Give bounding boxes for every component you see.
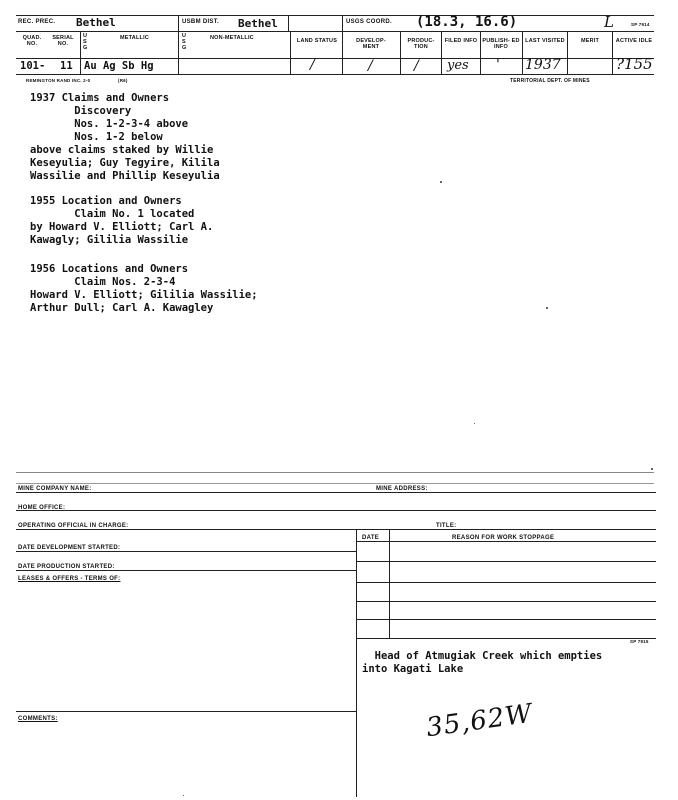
active-idle-value: ?155 [616, 55, 653, 73]
rec-prec-value: Bethel [76, 16, 116, 29]
operating-official-label: OPERATING OFFICIAL IN CHARGE: [18, 523, 129, 529]
leases-label: LEASES & OFFERS - TERMS OF: [18, 576, 121, 582]
reason-column-label: REASON FOR WORK STOPPAGE [452, 535, 555, 541]
metallic-value: Au Ag Sb Hg [84, 60, 154, 72]
note-1955: 1955 Location and Owners Claim No. 1 located by Howard V. Elliott; Carl A. Kawagly; Gililia Wassilie [30, 195, 214, 246]
last-visited-value: 1937 [525, 57, 561, 73]
location-note: Head of Atmugiak Creek which empties into Kagati Lake [362, 650, 603, 675]
usgs-coord-value: (18.3, 16.6) [416, 14, 518, 30]
col-production: PRODUC- TION [407, 38, 435, 50]
mine-company-label: MINE COMPANY NAME: [18, 486, 92, 492]
dept-label: TERRITORIAL DEPT. OF MINES [510, 78, 590, 84]
printer-line: REMINGTON RAND INC. 2-0 [26, 78, 91, 83]
date-column-label: DATE [362, 535, 380, 541]
col-published-info: PUBLISH- ED INFO [482, 38, 520, 50]
rec-prec-label: REC. PREC. [18, 19, 56, 25]
usbm-dist-value: Bethel [238, 17, 278, 30]
nonmetallic-label: NON-METALLIC [210, 35, 254, 41]
col-active-idle: ACTIVE IDLE [615, 38, 653, 44]
quad-value: 101- [20, 60, 46, 72]
comments-label: COMMENTS: [18, 716, 58, 722]
note-1956: 1956 Locations and Owners Claim Nos. 2-3-4 Howard V. Elliott; Gililia Wassilie; Arthur Dull; Carl A. Kawagley [30, 263, 258, 314]
printer-code: (R6) [118, 78, 128, 83]
mine-address-label: MINE ADDRESS: [376, 486, 428, 492]
col-merit: MERIT [580, 38, 600, 44]
corner-mark: L [604, 13, 614, 31]
usg-letters-nonmetallic: U S G [182, 33, 187, 51]
form-code-2: SP 7915 [630, 639, 649, 644]
development-value: / [368, 58, 373, 74]
col-land-status: LAND STATUS [296, 38, 338, 44]
col-last-visited: LAST VISITED [525, 38, 565, 44]
col-filed-info: FILED INFO [444, 38, 478, 44]
land-status-value: / [310, 57, 315, 73]
production-value: / [414, 58, 419, 74]
form-code: SP 7914 [631, 22, 650, 27]
title-label: TITLE: [436, 523, 457, 529]
quad-label: QUAD. NO. [22, 35, 42, 47]
col-development: DEVELOP- MENT [356, 38, 386, 50]
published-info-value: ' [496, 57, 500, 73]
usgs-coord-label: USGS COORD. [346, 19, 392, 25]
note-1937: 1937 Claims and Owners Discovery Nos. 1-2-3-4 above Nos. 1-2 below above claims staked by Willie Keseyulia; Guy Tegyire, Kilila Wassilie and Phillip Keseyulia [30, 92, 220, 182]
filed-info-value: yes [447, 58, 469, 73]
usbm-dist-label: USBM DIST. [182, 19, 220, 25]
usg-letters-metallic: U S G [83, 33, 88, 51]
handwritten-number: 35,62W [424, 698, 535, 744]
serial-value: 11 [60, 60, 73, 72]
serial-label: SERIAL NO. [52, 35, 74, 47]
date-development-label: DATE DEVELOPMENT STARTED: [18, 545, 121, 551]
home-office-label: HOME OFFICE: [18, 505, 66, 511]
metallic-label: METALLIC [120, 35, 149, 41]
date-production-label: DATE PRODUCTION STARTED: [18, 564, 115, 570]
